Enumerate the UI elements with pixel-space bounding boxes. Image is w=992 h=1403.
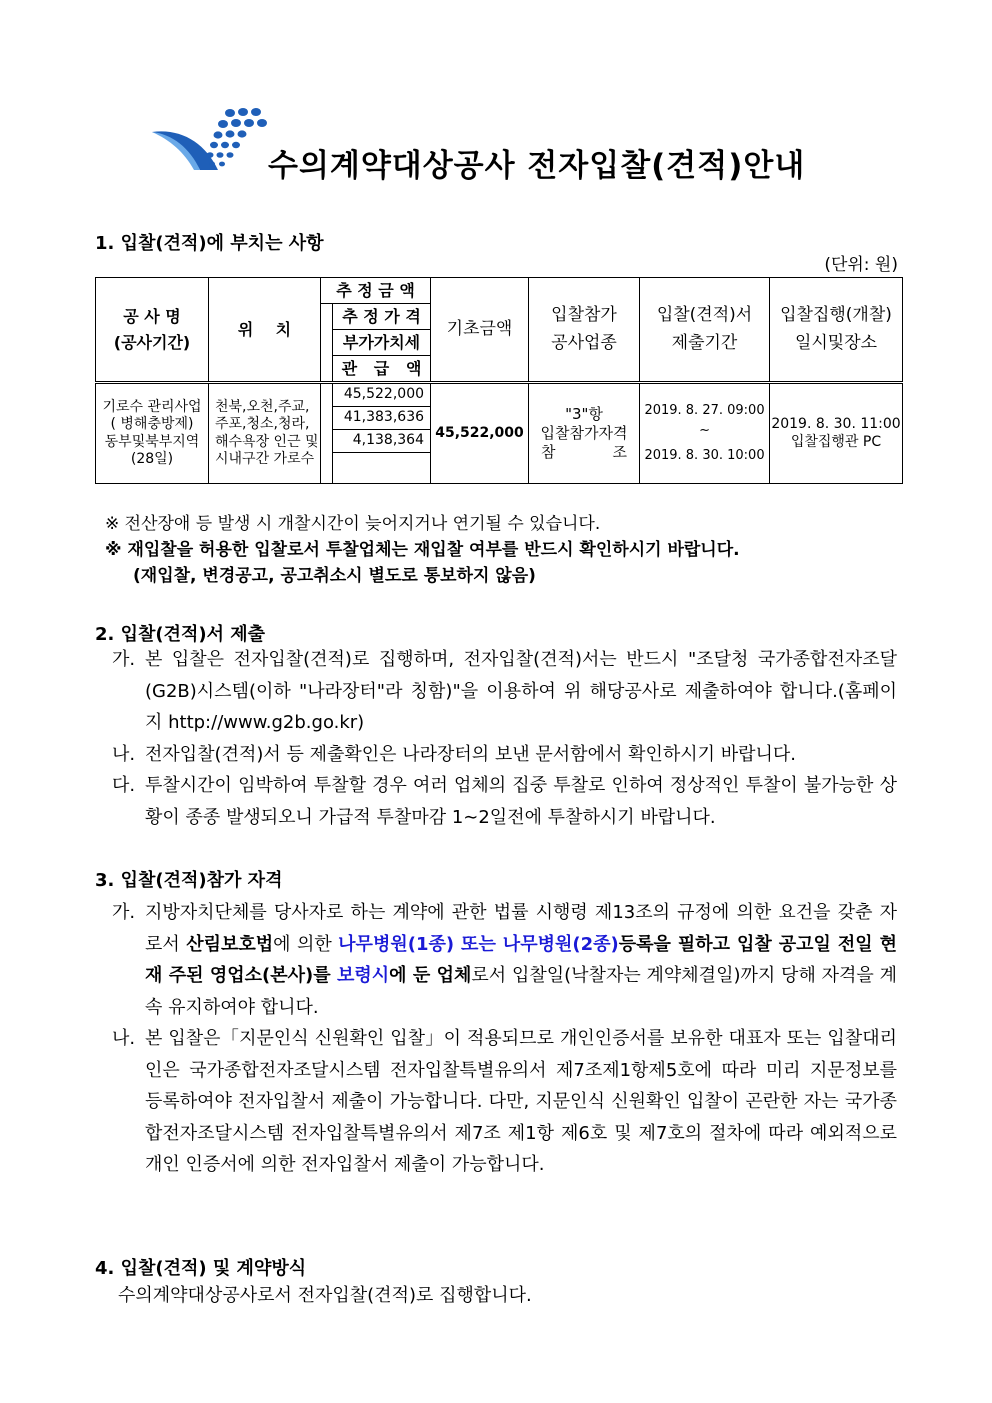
procurement-logo-icon	[150, 104, 275, 174]
header-exec: 입찰집행(개찰) 일시및장소	[770, 278, 903, 383]
row-base-amount: 45,522,000	[431, 383, 529, 484]
row-name: 기로수 관리사업 ( 병해충방제) 동부및북부지역 (28일)	[96, 383, 209, 484]
row-vat: 4,138,364	[333, 430, 431, 453]
page-title: 수의계약대상공사 전자입찰(견적)안내	[268, 148, 806, 184]
header-est-amount: 추 정 금 액	[321, 278, 431, 304]
row-est-price: 41,383,636	[333, 407, 431, 430]
note-rebid: ※ 재입찰을 허용한 입찰로서 투찰업체는 재입찰 여부를 반드시 확인하시기 바랍니다.	[105, 540, 740, 560]
unit-label: (단위: 원)	[824, 255, 898, 275]
section3-heading: 3. 입찰(견적)참가 자격	[95, 870, 283, 891]
header-supply: 관 급 액	[333, 356, 431, 383]
header-vat: 부가가치세	[333, 330, 431, 356]
header-base-amount: 기초금액	[431, 278, 529, 383]
row-period: 2019. 8. 27. 09:00 ~ 2019. 8. 30. 10:00	[640, 383, 770, 484]
section3-body	[112, 897, 897, 1181]
list-item: 다. 투찰시간이 임박하여 투찰할 경우 여러 업체의 집중 투찰로 인하여 정상적인 투찰이 불가능한 상황이 종종 발생되오니 가급적 투찰마감 1∼2일전에 투찰하시기 바랍니다.	[112, 775, 897, 828]
section1-heading: 1. 입찰(견적)에 부치는 사항	[95, 233, 324, 254]
list-item: 가. 지방자치단체를 당사자로 하는 계약에 관한 법률 시행령 제13조의 규정에 의한 요건을 갖춘 자로서 산림보호법에 의한 나무병원(1종) 또는 나무병원(2종)등록을 필하고 입찰 공고일 전일 현재 주된 영업소(본사)를 보령시에 둔 업체로서 입찰일(낙찰자는 계약체결일)까지 당해 자격을 계속 유지하여야 합니다.	[112, 902, 897, 1018]
bid-table	[95, 277, 903, 484]
note-rebid-detail: (재입찰, 변경공고, 공고취소시 별도로 통보하지 않음)	[133, 566, 536, 586]
boryeong-text: 보령시	[336, 965, 390, 986]
forest-law-text: 산림보호법	[186, 933, 274, 955]
section4-body: 수의계약대상공사로서 전자입찰(견적)로 집행합니다.	[118, 1285, 532, 1306]
row-location: 천북,오천,주교, 주포,청소,청라, 해수욕장 인근 및 시내구간 가로수	[209, 383, 321, 484]
header-period: 입찰(견적)서 제출기간	[640, 278, 770, 383]
tree-hospital-text: 나무병원(1종) 또는 나무병원(2종)	[338, 933, 619, 955]
header-name: 공 사 명 (공사기간)	[96, 278, 209, 383]
section2-heading: 2. 입찰(견적)서 제출	[95, 624, 266, 645]
row-est-amount: 45,522,000	[333, 383, 431, 407]
header-location: 위 치	[209, 278, 321, 383]
list-item: 나. 본 입찰은「지문인식 신원확인 입찰」이 적용되므로 개인인증서를 보유한 대표자 또는 입찰대리인은 국가종합전자조달시스템 전자입찰특별유의서 제7조제1항제5호에 따라 미리 지문정보를 등록하여야 전자입찰서 제출이 가능합니다. 다만, 지문인식 신원확인 입찰이 곤란한 자는 국가종합전자조달시스템 전자입찰특별유의서 제7조 제1항 제6호 및 제7호의 절차에 따라 예외적으로 개인 인증서에 의한 전자입찰서 제출이 가능합니다.	[112, 1028, 897, 1175]
header-est-price: 추 정 가 격	[333, 304, 431, 330]
header-category: 입찰참가 공사업종	[529, 278, 640, 383]
section2-body	[112, 644, 897, 833]
list-item: 나. 전자입찰(견적)서 등 제출확인은 나라장터의 보낸 문서함에서 확인하시기 바랍니다.	[112, 743, 797, 765]
row-category: "3"항 입찰참가자격 참 조	[529, 383, 640, 484]
section4-heading: 4. 입찰(견적) 및 계약방식	[95, 1258, 307, 1279]
row-supply	[333, 453, 431, 484]
note-outage: ※ 전산장애 등 발생 시 개찰시간이 늦어지거나 연기될 수 있습니다.	[105, 514, 601, 534]
list-item: 가. 본 입찰은 전자입찰(견적)로 집행하며, 전자입찰(견적)서는 반드시 "조달청 국가종합전자조달(G2B)시스템(이하 "나라장터"라 칭함)"을 이용하여 위 해당공사로 제출하여야 합니다.(홈페이지 http://www.g2b.go.kr)	[112, 649, 897, 733]
row-exec: 2019. 8. 30. 11:00 입찰집행관 PC	[770, 383, 903, 484]
